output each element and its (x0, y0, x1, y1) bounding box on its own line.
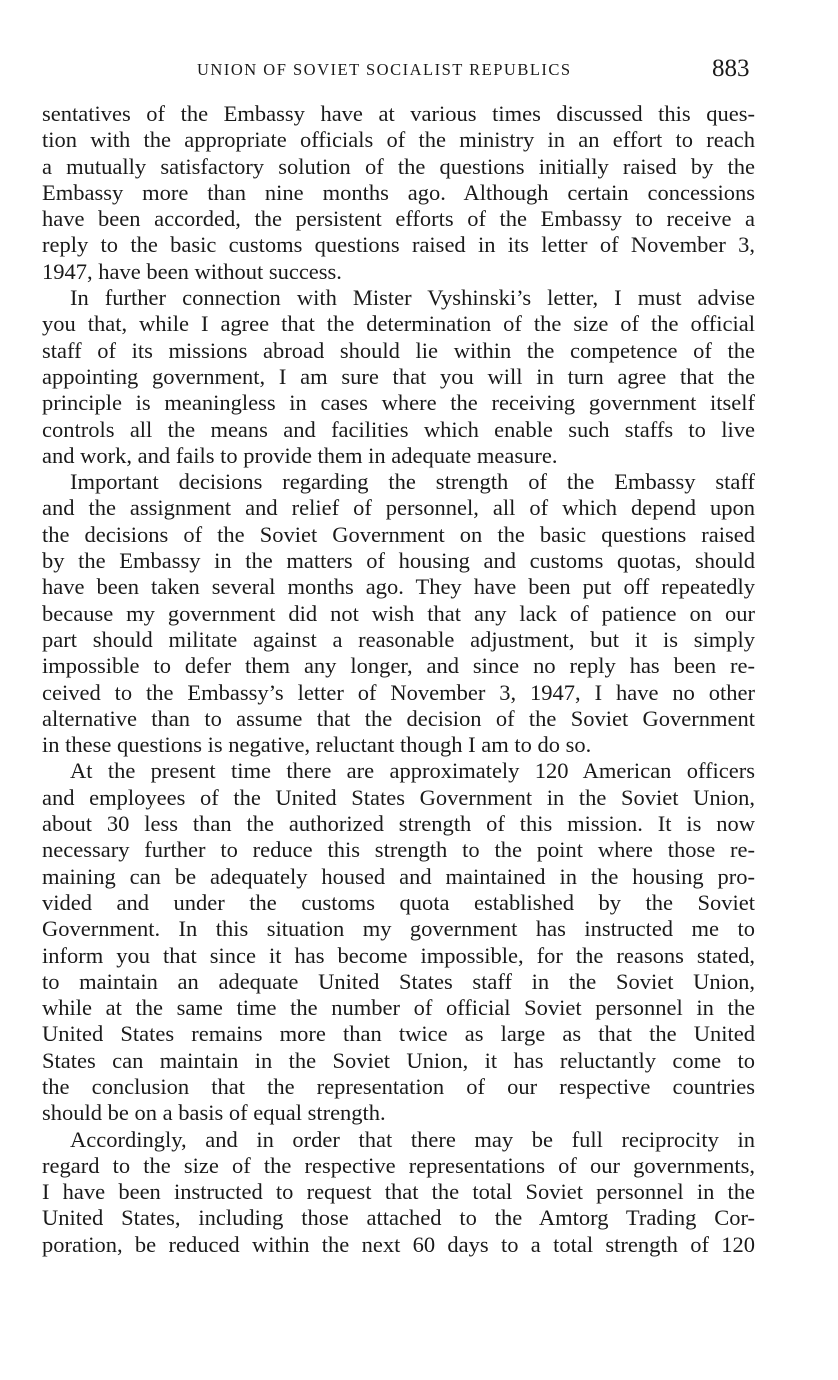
text-line: should be on a basis of equal strength. (42, 1100, 386, 1126)
text-line: the conclusion that the representation of our respective countries (42, 1073, 755, 1099)
page-number: 883 (712, 55, 750, 82)
text-line: United States, including those attached to the Amtorg Trading Cor- (42, 1205, 755, 1231)
paragraph (42, 758, 755, 1126)
text-line: poration, be reduced within the next 60 days to a total strength of 120 (42, 1231, 755, 1257)
text-line: inform you that since it has become impossible, for the reasons stated, (42, 942, 755, 968)
text-line: United States remains more than twice as large as that the United (42, 1021, 755, 1047)
text-line: 1947, have been without success. (42, 258, 342, 284)
text-line: by the Embassy in the matters of housing and customs quotas, should (42, 548, 755, 574)
text-line: Accordingly, and in order that there may be full reciprocity in (70, 1126, 755, 1152)
text-line: have been accorded, the persistent efforts of the Embassy to receive a (42, 206, 755, 232)
text-line: Important decisions regarding the strength of the Embassy staff (70, 469, 755, 495)
text-line: and employees of the United States Government in the Soviet Union, (42, 784, 755, 810)
paragraph (42, 1127, 755, 1258)
text-line: because my government did not wish that any lack of patience on our (42, 600, 755, 626)
text-line: In further connection with Mister Vyshinski’s letter, I must advise (70, 285, 755, 311)
text-line: about 30 less than the authorized strength of this mission. It is now (42, 811, 755, 837)
text-line: and work, and fails to provide them in adequate measure. (42, 442, 558, 468)
text-line: you that, while I agree that the determination of the size of the official (42, 311, 755, 337)
text-line: Embassy more than nine months ago. Although certain concessions (42, 179, 755, 205)
text-line: have been taken several months ago. They have been put off repeatedly (42, 574, 755, 600)
running-header (0, 55, 838, 88)
body-text (42, 101, 755, 1258)
text-line: sentatives of the Embassy have at various times discussed this ques- (42, 101, 755, 126)
running-title: UNION OF SOVIET SOCIALIST REPUBLICS (197, 60, 572, 79)
text-line: alternative than to assume that the decision of the Soviet Government (42, 705, 755, 731)
text-line: the decisions of the Soviet Government on the basic questions raised (42, 521, 755, 547)
text-line: appointing government, I am sure that you will in turn agree that the (42, 363, 755, 389)
text-line: ceived to the Embassy’s letter of November 3, 1947, I have no other (42, 679, 755, 705)
text-line: controls all the means and facilities which enable such staffs to live (42, 416, 755, 442)
text-line: in these questions is negative, reluctant though I am to do so. (42, 732, 592, 758)
text-line: vided and under the customs quota established by the Soviet (42, 889, 755, 915)
text-line: necessary further to reduce this strength to the point where those re- (42, 837, 755, 863)
paragraph (42, 285, 755, 469)
text-line: principle is meaningless in cases where the receiving government itself (42, 390, 755, 416)
text-line: impossible to defer them any longer, and since no reply has been re- (42, 653, 755, 679)
text-line: to maintain an adequate United States staff in the Soviet Union, (42, 968, 755, 994)
text-line: staff of its missions abroad should lie within the competence of the (42, 337, 755, 363)
paragraph (42, 469, 755, 758)
text-line: maining can be adequately housed and maintained in the housing pro- (42, 863, 755, 889)
paragraph (42, 101, 755, 285)
text-line: a mutually satisfactory solution of the questions initially raised by the (42, 153, 755, 179)
text-line: part should militate against a reasonable adjustment, but it is simply (42, 626, 755, 652)
text-line: States can maintain in the Soviet Union, it has reluctantly come to (42, 1047, 755, 1073)
text-line: tion with the appropriate officials of the ministry in an effort to reach (42, 127, 755, 153)
text-line: and the assignment and relief of personnel, all of which depend upon (42, 495, 755, 521)
text-line: reply to the basic customs questions raised in its letter of November 3, (42, 232, 755, 258)
text-line: At the present time there are approximately 120 American officers (70, 758, 755, 784)
text-line: Government. In this situation my government has instructed me to (42, 916, 755, 942)
text-line: regard to the size of the respective representations of our governments, (42, 1152, 755, 1178)
text-line: I have been instructed to request that the total Soviet personnel in the (42, 1179, 755, 1205)
text-line: while at the same time the number of official Soviet personnel in the (42, 995, 755, 1021)
